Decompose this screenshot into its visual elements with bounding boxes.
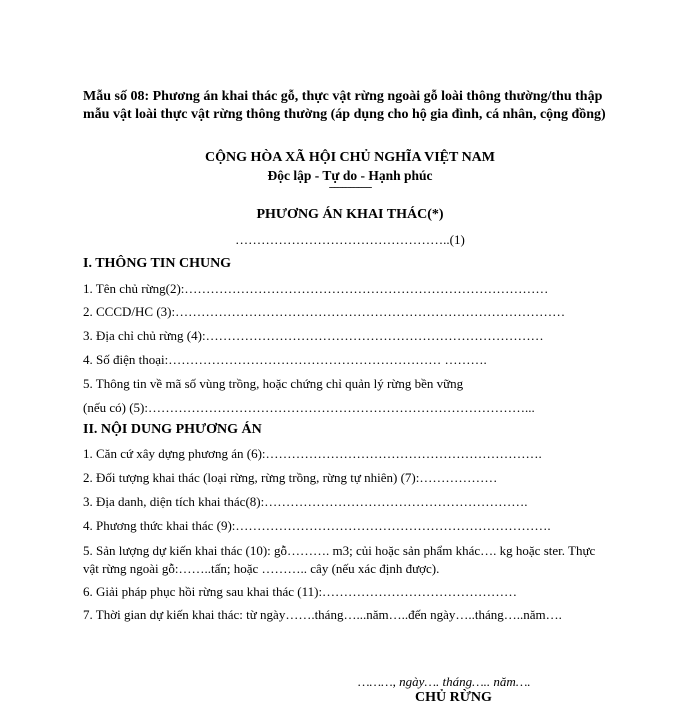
section1-item: 3. Địa chỉ chủ rừng (4):…………………………………………………………………… — [83, 328, 544, 343]
signature-owner: CHỦ RỪNG — [415, 690, 492, 705]
section1-item: 4. Số điện thoại:……………………………………………………… ………. — [83, 352, 487, 367]
section2-item: 3. Địa danh, diện tích khai thác(8):……………………………………………………. — [83, 494, 528, 509]
plan-title: PHƯƠNG ÁN KHAI THÁC(*) — [256, 207, 444, 222]
section2-item: 2. Đối tượng khai thác (loại rừng, rừng trồng, rừng tự nhiên) (7):……………… — [83, 470, 498, 485]
section2-item: 5. Sản lượng dự kiến khai thác (10): gỗ………. m3; củi hoặc sản phẩm khác…. kg hoặc ster. Thực vật rừng ngoài gỗ:……..tấn; hoặc ……….. cây (nếu xác định được). — [83, 543, 596, 576]
section2-item: 4. Phương thức khai thác (9):………………………………………………………………. — [83, 518, 551, 533]
republic-title: CỘNG HÒA XÃ HỘI CHỦ NGHĨA VIỆT NAM — [204, 150, 495, 165]
section1-title: I. THÔNG TIN CHUNG — [83, 256, 232, 271]
form-heading: Mẫu số 08: Phương án khai thác gỗ, thực vật rừng ngoài gỗ loài thông thường/thu thập mẫu vật loài thực vật rừng thông thường (áp dụng cho hộ gia đình, cá nhân, cộng đồng) — [83, 89, 606, 122]
section2-item: 1. Căn cứ xây dựng phương án (6):………………………………………………………. — [83, 446, 542, 461]
section1-item: 5. Thông tin về mã số vùng trồng, hoặc chứng chỉ quản lý rừng bền vững — [83, 376, 464, 391]
section2-title: II. NỘI DUNG PHƯƠNG ÁN — [83, 422, 262, 437]
motto: Độc lập - Tự do - Hạnh phúc — [267, 168, 433, 183]
section2-item: 6. Giải pháp phục hồi rừng sau khai thác (11):……………………………………… — [83, 584, 518, 599]
section1-item: 1. Tên chủ rừng(2):………………………………………………………………………… — [83, 281, 549, 296]
section2-item: 7. Thời gian dự kiến khai thác: từ ngày…….tháng…...năm…..đến ngày…..tháng…..năm…. — [83, 607, 562, 622]
section1-item: (nếu có) (5):……………………………………………………………………………... — [83, 400, 535, 415]
motto-rule: ---------------- — [328, 181, 372, 193]
plan-title-sub: …………………………………………..(1) — [235, 232, 465, 247]
section1-item: 2. CCCD/HC (3):……………………………………………………………………………… — [83, 304, 566, 319]
signature-date: ………, ngày…. tháng….. năm…. — [358, 674, 531, 689]
